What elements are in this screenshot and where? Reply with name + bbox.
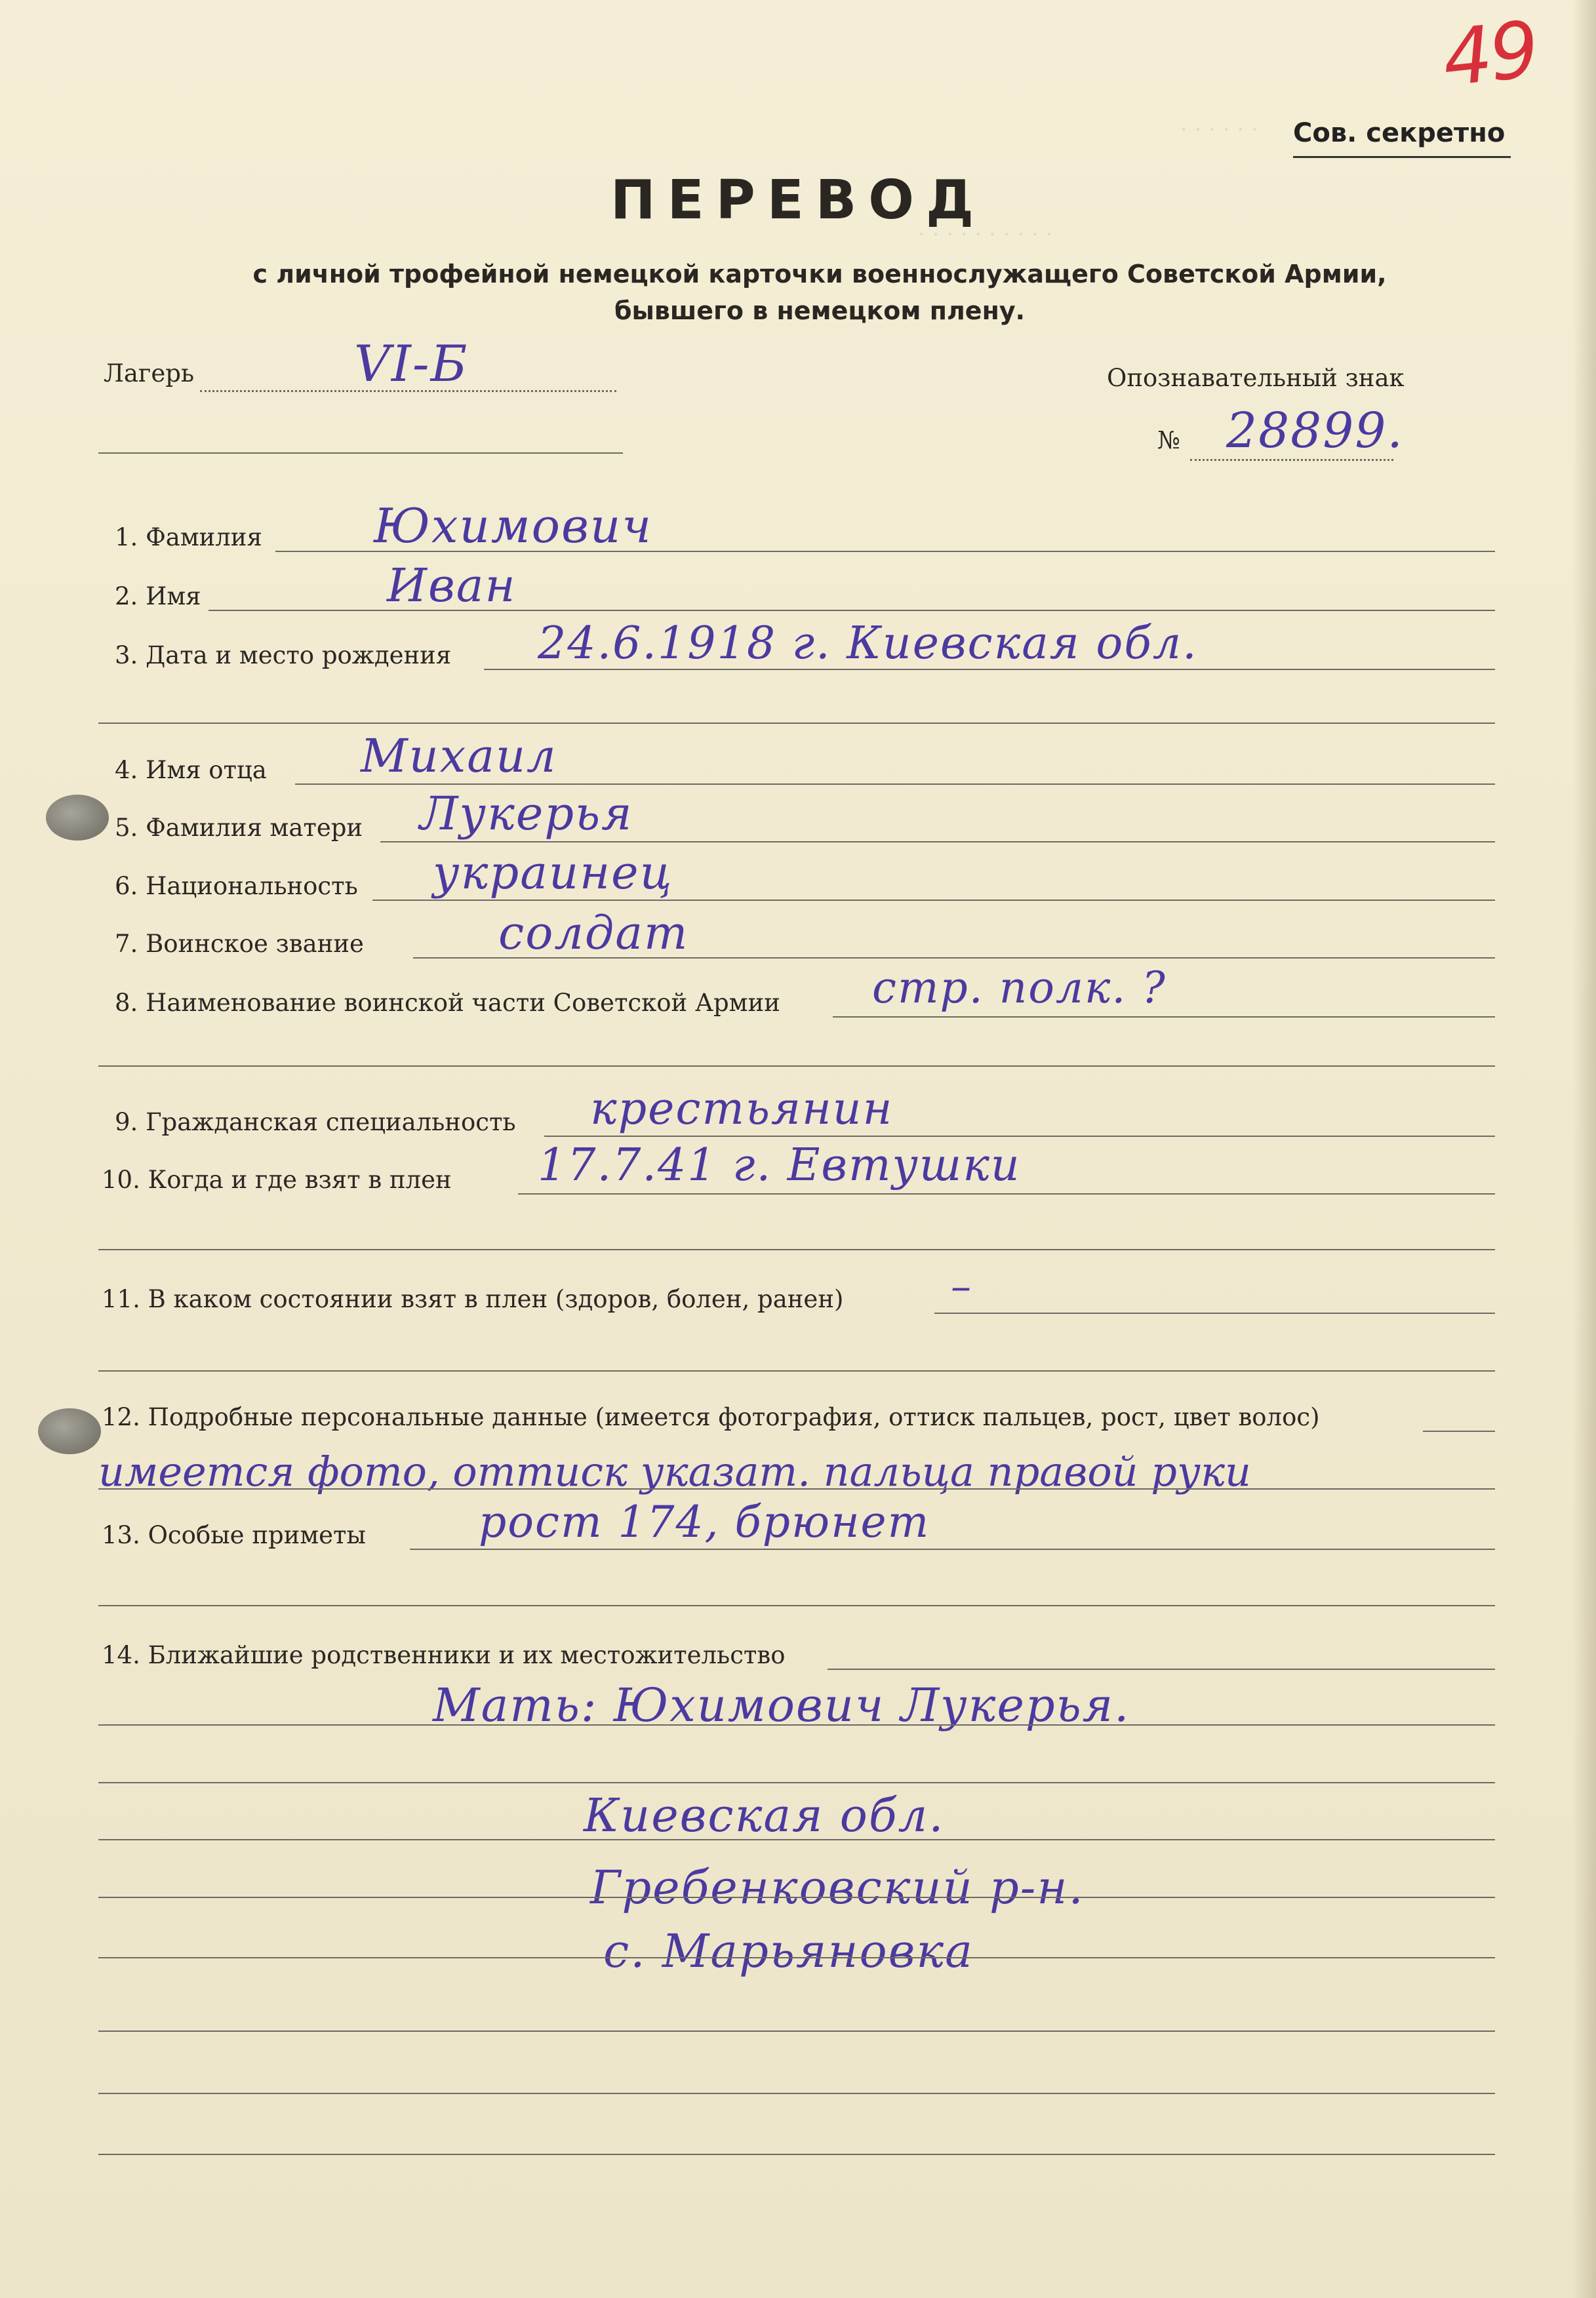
- subtitle-line-1: с личной трофейной немецкой карточки военнослужащего Советской Армии,: [252, 260, 1387, 288]
- field-4-label: 4. Имя отца: [115, 756, 267, 784]
- field-9-line: [544, 1136, 1495, 1137]
- field-5-line: [380, 841, 1495, 842]
- field-14-value-line-3: Гребенковский р-н.: [590, 1861, 1085, 1914]
- field-7-value: солдат: [498, 906, 689, 960]
- field-10-line: [518, 1193, 1495, 1195]
- field-3-label: 3. Дата и место рождения: [115, 641, 452, 669]
- field-6-label: 6. Национальность: [115, 872, 358, 900]
- field-1-value: Юхимович: [374, 498, 653, 553]
- field-10-label: 10. Когда и где взят в плен: [102, 1166, 452, 1194]
- field-3-extra-line: [98, 723, 1495, 724]
- field-5-value: Лукерья: [420, 787, 633, 841]
- field-13-extra-line: [98, 1605, 1495, 1606]
- document-title: ПЕРЕВОД: [610, 169, 986, 231]
- field-14-extra-line: [98, 1724, 1495, 1726]
- classification-underline: [1293, 156, 1511, 158]
- document-subtitle: [197, 256, 1443, 329]
- field-13-value: рост 174, брюнет: [479, 1497, 930, 1547]
- field-14-value-line-1: Мать: Юхимович Лукерья.: [433, 1678, 1130, 1732]
- field-2-value: Иван: [387, 559, 517, 612]
- punch-hole: [38, 1408, 101, 1454]
- field-14-line: [828, 1669, 1495, 1670]
- field-11-line: [934, 1313, 1495, 1314]
- field-8-extra-line: [98, 1065, 1495, 1067]
- subtitle-line-2: бывшего в немецком плену.: [614, 296, 1026, 325]
- field-8-label: 8. Наименование воинской части Советской Армии: [115, 989, 780, 1017]
- blank-line: [98, 1839, 1495, 1840]
- classification-label: Сов. секретно: [1293, 118, 1506, 148]
- bleed-through-mark: · · · · · · · · · ·: [918, 222, 1053, 248]
- blank-line: [98, 1897, 1495, 1898]
- field-7-label: 7. Воинское звание: [115, 930, 364, 958]
- field-12-label: 12. Подробные персональные данные (имеется фотография, оттиск пальцев, рост, цвет волос): [102, 1403, 1320, 1431]
- blank-line: [98, 1782, 1495, 1783]
- blank-line: [98, 2093, 1495, 2094]
- field-10-value: 17.7.41 г. Евтушки: [538, 1139, 1021, 1191]
- field-14-value-line-4: с. Марьяновка: [603, 1924, 974, 1978]
- field-3-value: 24.6.1918 г. Киевская обл.: [538, 618, 1198, 669]
- field-13-label: 13. Особые приметы: [102, 1521, 366, 1549]
- camp-value: VI-Б: [354, 334, 469, 393]
- field-8-line: [833, 1016, 1495, 1018]
- field-5-label: 5. Фамилия матери: [115, 814, 363, 842]
- field-8-value: стр. полк. ?: [872, 962, 1167, 1013]
- id-tag-value: 28899.: [1226, 403, 1404, 459]
- paper-edge-shadow: [1572, 0, 1596, 2298]
- camp-extra-line: [98, 452, 623, 454]
- field-9-value: крестьянин: [590, 1083, 894, 1135]
- field-6-line: [372, 900, 1495, 901]
- blank-line: [98, 2154, 1495, 2155]
- field-10-extra-line: [98, 1249, 1495, 1250]
- field-14-label: 14. Ближайшие родственники и их местожительство: [102, 1641, 786, 1669]
- field-11-value: –: [951, 1262, 972, 1310]
- id-tag-label: Опознавательный знак: [1107, 364, 1405, 392]
- blank-line: [98, 1957, 1495, 1958]
- field-13-line: [410, 1549, 1495, 1550]
- field-6-value: украинец: [433, 846, 673, 900]
- blank-line: [98, 2031, 1495, 2032]
- field-12-value: имеется фото, оттиск указат. пальца правой руки: [98, 1448, 1251, 1496]
- field-2-label: 2. Имя: [115, 582, 201, 610]
- field-11-label: 11. В каком состоянии взят в плен (здоров, болен, ранен): [102, 1285, 844, 1313]
- field-4-line: [295, 783, 1495, 785]
- field-14-value-line-2: Киевская обл.: [584, 1789, 945, 1842]
- field-4-value: Михаил: [361, 729, 557, 783]
- field-12-line: [1423, 1431, 1495, 1432]
- field-9-label: 9. Гражданская специальность: [115, 1108, 516, 1136]
- punch-hole: [46, 795, 109, 841]
- camp-label: Лагерь: [104, 359, 195, 387]
- field-1-label: 1. Фамилия: [115, 523, 262, 551]
- id-tag-dotted-line: [1190, 459, 1393, 461]
- archive-page-number: 49: [1438, 3, 1541, 104]
- field-12-extra-line: [98, 1488, 1495, 1490]
- id-tag-number-sign: №: [1157, 426, 1181, 454]
- bleed-through-mark: · · · · · ·: [1180, 117, 1258, 143]
- field-11-extra-line: [98, 1370, 1495, 1372]
